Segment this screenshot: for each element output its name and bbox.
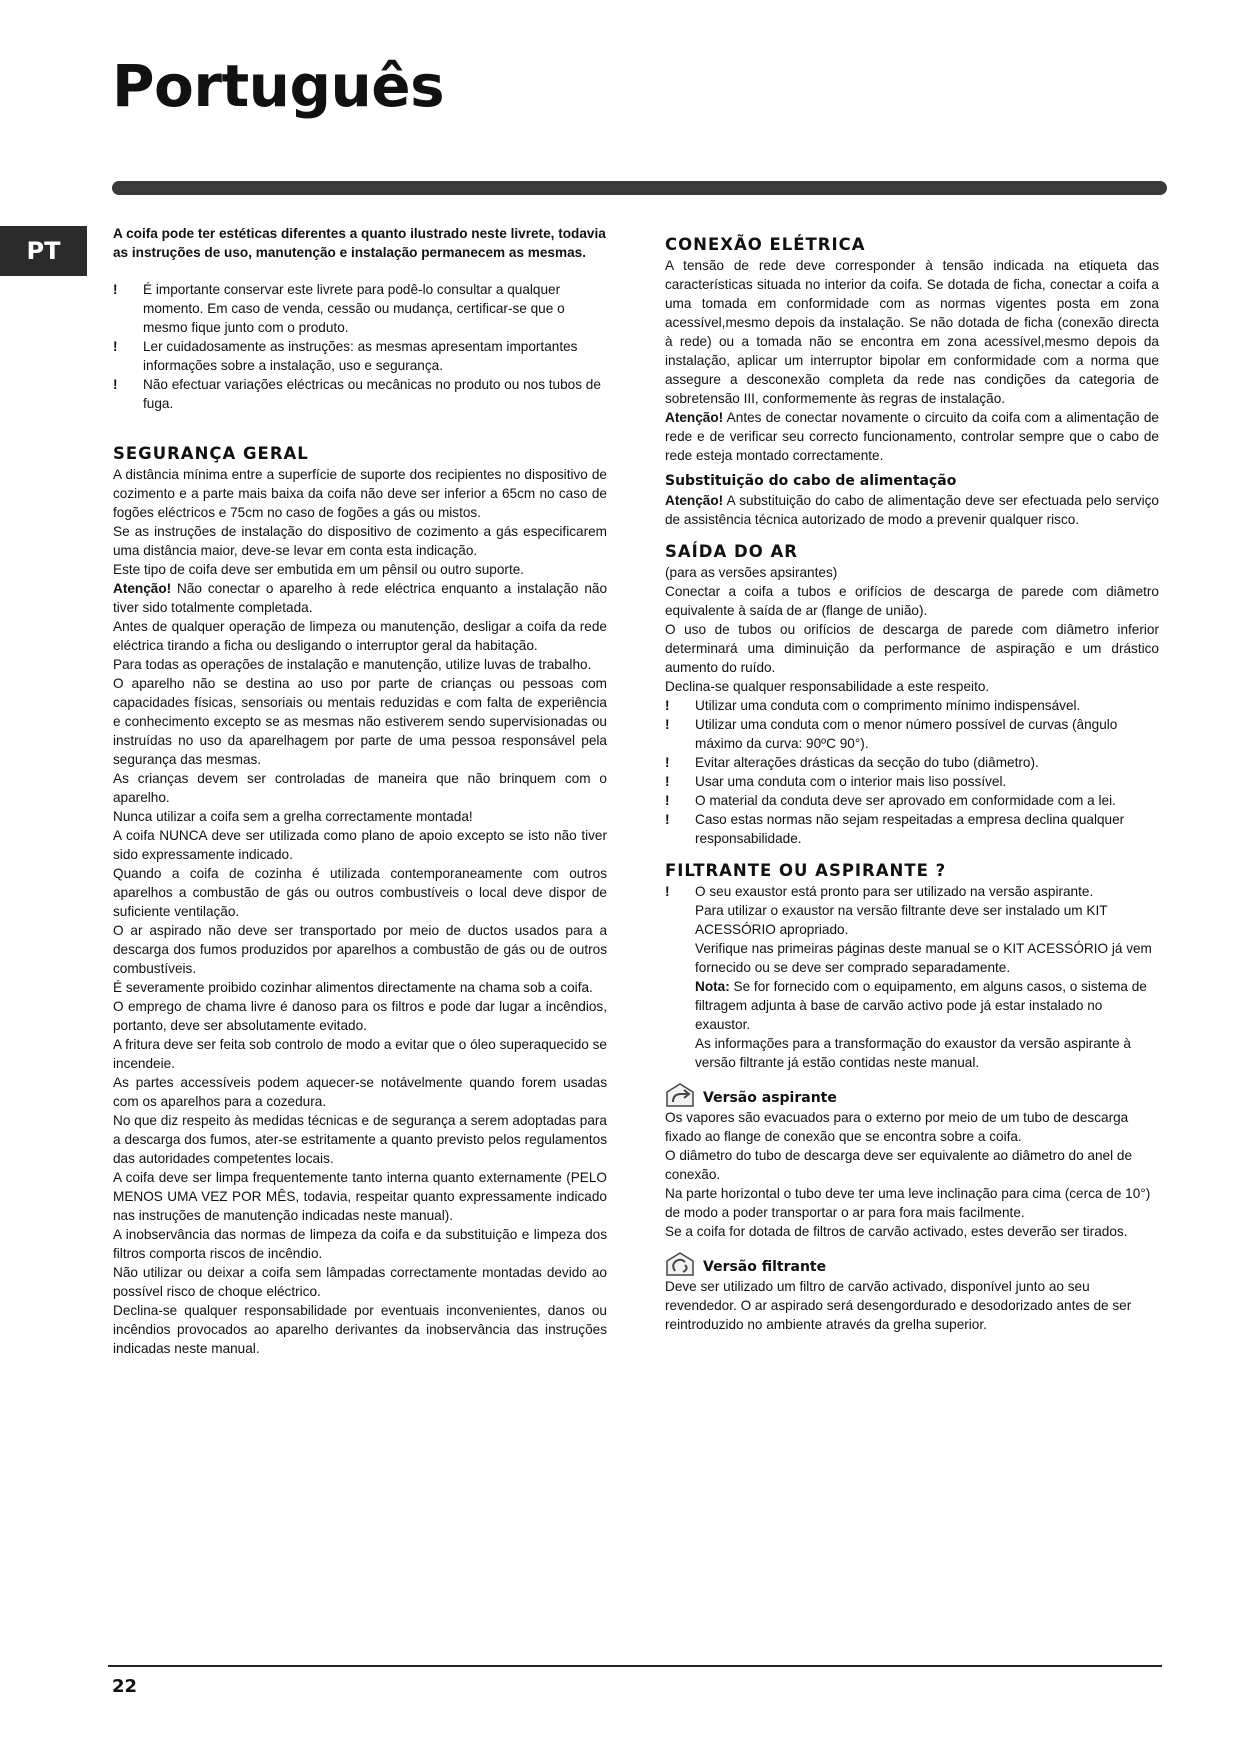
indented-paragraph [665, 977, 1159, 1034]
paragraph [665, 408, 1159, 465]
paragraph: O ar aspirado não deve ser transportado por meio de ductos usados para a descarga dos fumos produzidos por aparelhos a combustão de gás ou de outros combustíveis. [113, 923, 607, 976]
warning-item [665, 753, 1159, 772]
header-divider [112, 181, 1167, 195]
paragraph: O diâmetro do tubo de descarga deve ser equivalente ao diâmetro do anel de conexão. [665, 1148, 1133, 1182]
paragraph: A coifa deve ser limpa frequentemente tanto interna quanto externamente (PELO MENOS UMA VEZ POR MÊS, todavia, respeitar quanto expressamente indicado nas instruções de manutenção indicadas neste manual). [113, 1170, 607, 1223]
warning-marker: ! [665, 717, 670, 732]
warning-text: Caso estas normas não sejam respeitadas a empresa declina qualquer responsabilidade. [695, 812, 1125, 846]
ducted-mode-icon [665, 1082, 695, 1108]
paragraph: Na parte horizontal o tubo deve ter uma leve inclinação para cima (cerca de 10°) de modo a poder transportar o ar para fora mais facilmente. [665, 1186, 1151, 1220]
paragraph: Para todas as operações de instalação e manutenção, utilize luvas de trabalho. [113, 657, 592, 672]
warning-item [113, 375, 607, 413]
paragraph: As partes accessíveis podem aquecer-se notávelmente quando forem usadas com os aparelhos para a cozedura. [113, 1075, 607, 1109]
warning-marker: ! [665, 812, 670, 827]
paragraph: O uso de tubos ou orifícios de descarga de parede com diâmetro inferior determinará uma diminuição da performance de aspiração e um drástico aumento do ruído. [665, 622, 1159, 675]
paragraph: A coifa NUNCA deve ser utilizada como plano de apoio excepto se isto não tiver sido expressamente indicado. [113, 828, 607, 862]
subheading-versao-aspirante: Versão aspirante [703, 1090, 837, 1106]
recirculation-mode-icon [665, 1251, 695, 1277]
left-column [113, 224, 607, 1358]
paragraph: Nunca utilizar a coifa sem a grelha correctamente montada! [113, 809, 473, 824]
filtrante-heading-row [665, 1251, 1159, 1277]
warning-marker: ! [113, 339, 118, 354]
warning-marker: ! [665, 698, 670, 713]
paragraph: O aparelho não se destina ao uso por parte de crianças ou pessoas com capacidades físicas, sensoriais ou mentais reduzidas e com falta de experiência e conhecimento excepto se as mesmas não estiverem sendo supervisionadas ou instruídas no uso da aparelhagem por parte de uma pessoa responsável pela segurança das mesmas. [113, 676, 607, 767]
warning-item [113, 280, 607, 337]
warning-marker: ! [113, 377, 118, 392]
paragraph [113, 579, 607, 617]
subheading-cabo: Substituição do cabo de alimentação [665, 473, 957, 489]
paragraph: No que diz respeito às medidas técnicas e de segurança a serem adoptadas para a descarga dos fumos, ater-se estritamente a quanto previsto pelos regulamentos das autoridades competentes locais. [113, 1113, 607, 1166]
warning-text: É importante conservar este livrete para podê-lo consultar a qualquer momento. Em caso de venda, cessão ou mudança, certificar-se que o mesmo fique junto com o produto. [143, 282, 565, 335]
paragraph: Conectar a coifa a tubos e orifícios de descarga de parede com diâmetro equivalente à saída de ar (flange de união). [665, 584, 1159, 618]
warning-text: Evitar alterações drásticas da secção do tubo (diâmetro). [695, 755, 1039, 770]
indented-paragraph: Verifique nas primeiras páginas deste manual se o KIT ACESSÓRIO já vem fornecido ou se deve ser comprado separadamente. [695, 941, 1152, 975]
paragraph: A fritura deve ser feita sob controlo de modo a evitar que o óleo superaquecido se incendeie. [113, 1037, 607, 1071]
footer-divider [108, 1665, 1162, 1667]
paragraph-text: A substituição do cabo de alimentação deve ser efectuada pelo serviço de assistência técnica autorizado de modo a prevenir qualquer risco. [665, 493, 1159, 527]
subheading-versao-filtrante: Versão filtrante [703, 1259, 827, 1275]
paragraph: O emprego de chama livre é danoso para os filtros e pode dar lugar a incêndios, portanto, deve ser absolutamente evitado. [113, 999, 607, 1033]
section-heading-saida: SAÍDA DO AR [665, 542, 798, 561]
warning-text: O seu exaustor está pronto para ser utilizado na versão aspirante. [695, 884, 1094, 899]
attention-label: Atenção! [665, 410, 724, 425]
page-number: 22 [112, 1676, 138, 1697]
aspirante-heading-row [665, 1082, 1159, 1108]
page-title: Português [112, 52, 445, 120]
paragraph: Se as instruções de instalação do dispositivo de cozimento a gás especificarem uma distância maior, deve-se levar em conta esta indicação. [113, 524, 607, 558]
warning-marker: ! [665, 884, 670, 899]
indented-paragraph: As informações para a transformação do exaustor da versão aspirante à versão filtrante já estão contidas neste manual. [695, 1036, 1131, 1070]
paragraph: Deve ser utilizado um filtro de carvão activado, disponível junto ao seu revendedor. O ar aspirado será desengordurado e desodorizado antes de ser reintroduzido no ambiente através da grelha superior. [665, 1279, 1132, 1332]
warning-marker: ! [665, 774, 670, 789]
warning-text: Não efectuar variações eléctricas ou mecânicas no produto ou nos tubos de fuga. [143, 377, 601, 411]
paragraph-text: Se for fornecido com o equipamento, em alguns casos, o sistema de filtragem adjunta à base de carvão activo pode já estar instalado no exaustor. [695, 979, 1147, 1032]
paragraph: A tensão de rede deve corresponder à tensão indicada na etiqueta das características situada no interior da coifa. Se dotada de ficha, conectar a coifa a uma tomada em conformidade com as normas vigentes posta em zona acessível,mesmo depois da instalação. Se não dotada de ficha (conexão directa à rede) ou a tomada não se encontra em zona acessível,mesmo depois da instalação, aplicar um interruptor bipolar em conformidade com a norma que assegure a desconexão completa da rede nas condições da categoria de sobretensão III, conformemente às regras de instalação. [665, 258, 1159, 406]
section-heading-filtrante: FILTRANTE OU ASPIRANTE ? [665, 861, 947, 880]
warning-marker: ! [665, 755, 670, 770]
warning-text: Utilizar uma conduta com o comprimento mínimo indispensável. [695, 698, 1081, 713]
warning-item [665, 810, 1159, 848]
paragraph: Este tipo de coifa deve ser embutida em um pênsil ou outro suporte. [113, 562, 525, 577]
warning-text: Utilizar uma conduta com o menor número possível de curvas (ângulo máximo da curva: 90ºC 90°). [695, 717, 1118, 751]
language-tab: PT [0, 226, 87, 276]
paragraph: A distância mínima entre a superfície de suporte dos recipientes no dispositivo de cozimento e a parte mais baixa da coifa não deve ser inferior a 65cm no caso de fogões eléctricos e 75cm no caso de fogões a gás ou mistos. [113, 467, 607, 520]
paragraph: A inobservância das normas de limpeza da coifa e da substituição e limpeza dos filtros comporta riscos de incêndio. [113, 1227, 607, 1261]
warning-item [665, 696, 1159, 715]
paragraph: As crianças devem ser controladas de maneira que não brinquem com o aparelho. [113, 771, 607, 805]
paragraph-text: Não conectar o aparelho à rede eléctrica enquanto a instalação não tiver sido totalmente completada. [113, 581, 607, 615]
intro-text: A coifa pode ter estéticas diferentes a quanto ilustrado neste livrete, todavia as instruções de uso, manutenção e instalação permanecem as mesmas. [113, 226, 606, 260]
paragraph: Quando a coifa de cozinha é utilizada contemporaneamente com outros aparelhos a combustão de gás ou outros combustíveis o local deve dispor de suficiente ventilação. [113, 866, 607, 919]
attention-label: Atenção! [665, 493, 724, 508]
paragraph [665, 491, 1159, 529]
warning-marker: ! [665, 793, 670, 808]
paragraph: Se a coifa for dotada de filtros de carvão activado, estes deverão ser tirados. [665, 1224, 1128, 1239]
section-heading-seguranca: SEGURANÇA GERAL [113, 444, 309, 463]
warning-text: Ler cuidadosamente as instruções: as mesmas apresentam importantes informações sobre a instalação, uso e segurança. [143, 339, 578, 373]
paragraph: Não utilizar ou deixar a coifa sem lâmpadas correctamente montadas devido ao possível risco de choque eléctrico. [113, 1265, 607, 1299]
right-column [665, 224, 1159, 1334]
indented-paragraph: Para utilizar o exaustor na versão filtrante deve ser instalado um KIT ACESSÓRIO apropriado. [695, 903, 1108, 937]
warning-text: Usar uma conduta com o interior mais liso possível. [695, 774, 1007, 789]
section-heading-conexao: CONEXÃO ELÉTRICA [665, 235, 866, 254]
warning-item [665, 882, 1159, 901]
paragraph: É severamente proibido cozinhar alimentos directamente na chama sob a coifa. [113, 980, 593, 995]
paragraph: Os vapores são evacuados para o externo por meio de um tubo de descarga fixado ao flange de conexão que se encontra sobre a coifa. [665, 1110, 1129, 1144]
paragraph: Declina-se qualquer responsabilidade por eventuais inconvenientes, danos ou incêndios provocados ao aparelho derivantes da inobservância das instruções indicadas neste manual. [113, 1303, 607, 1356]
warning-item [665, 791, 1159, 810]
paragraph: Antes de qualquer operação de limpeza ou manutenção, desligar a coifa da rede eléctrica tirando a ficha ou desligando o interruptor geral da habitação. [113, 619, 607, 653]
warning-item [665, 715, 1159, 753]
note-label: Nota: [695, 979, 730, 994]
warning-item [665, 772, 1159, 791]
paragraph: Declina-se qualquer responsabilidade a este respeito. [665, 679, 990, 694]
paragraph: (para as versões apsirantes) [665, 565, 838, 580]
warning-item [113, 337, 607, 375]
paragraph-text: Antes de conectar novamente o circuito da coifa com a alimentação de rede e de verificar seu correcto funcionamento, controlar sempre que o cabo de rede esteja montado correctamente. [665, 410, 1159, 463]
warning-marker: ! [113, 282, 118, 297]
attention-label: Atenção! [113, 581, 172, 596]
warning-text: O material da conduta deve ser aprovado em conformidade com a lei. [695, 793, 1116, 808]
